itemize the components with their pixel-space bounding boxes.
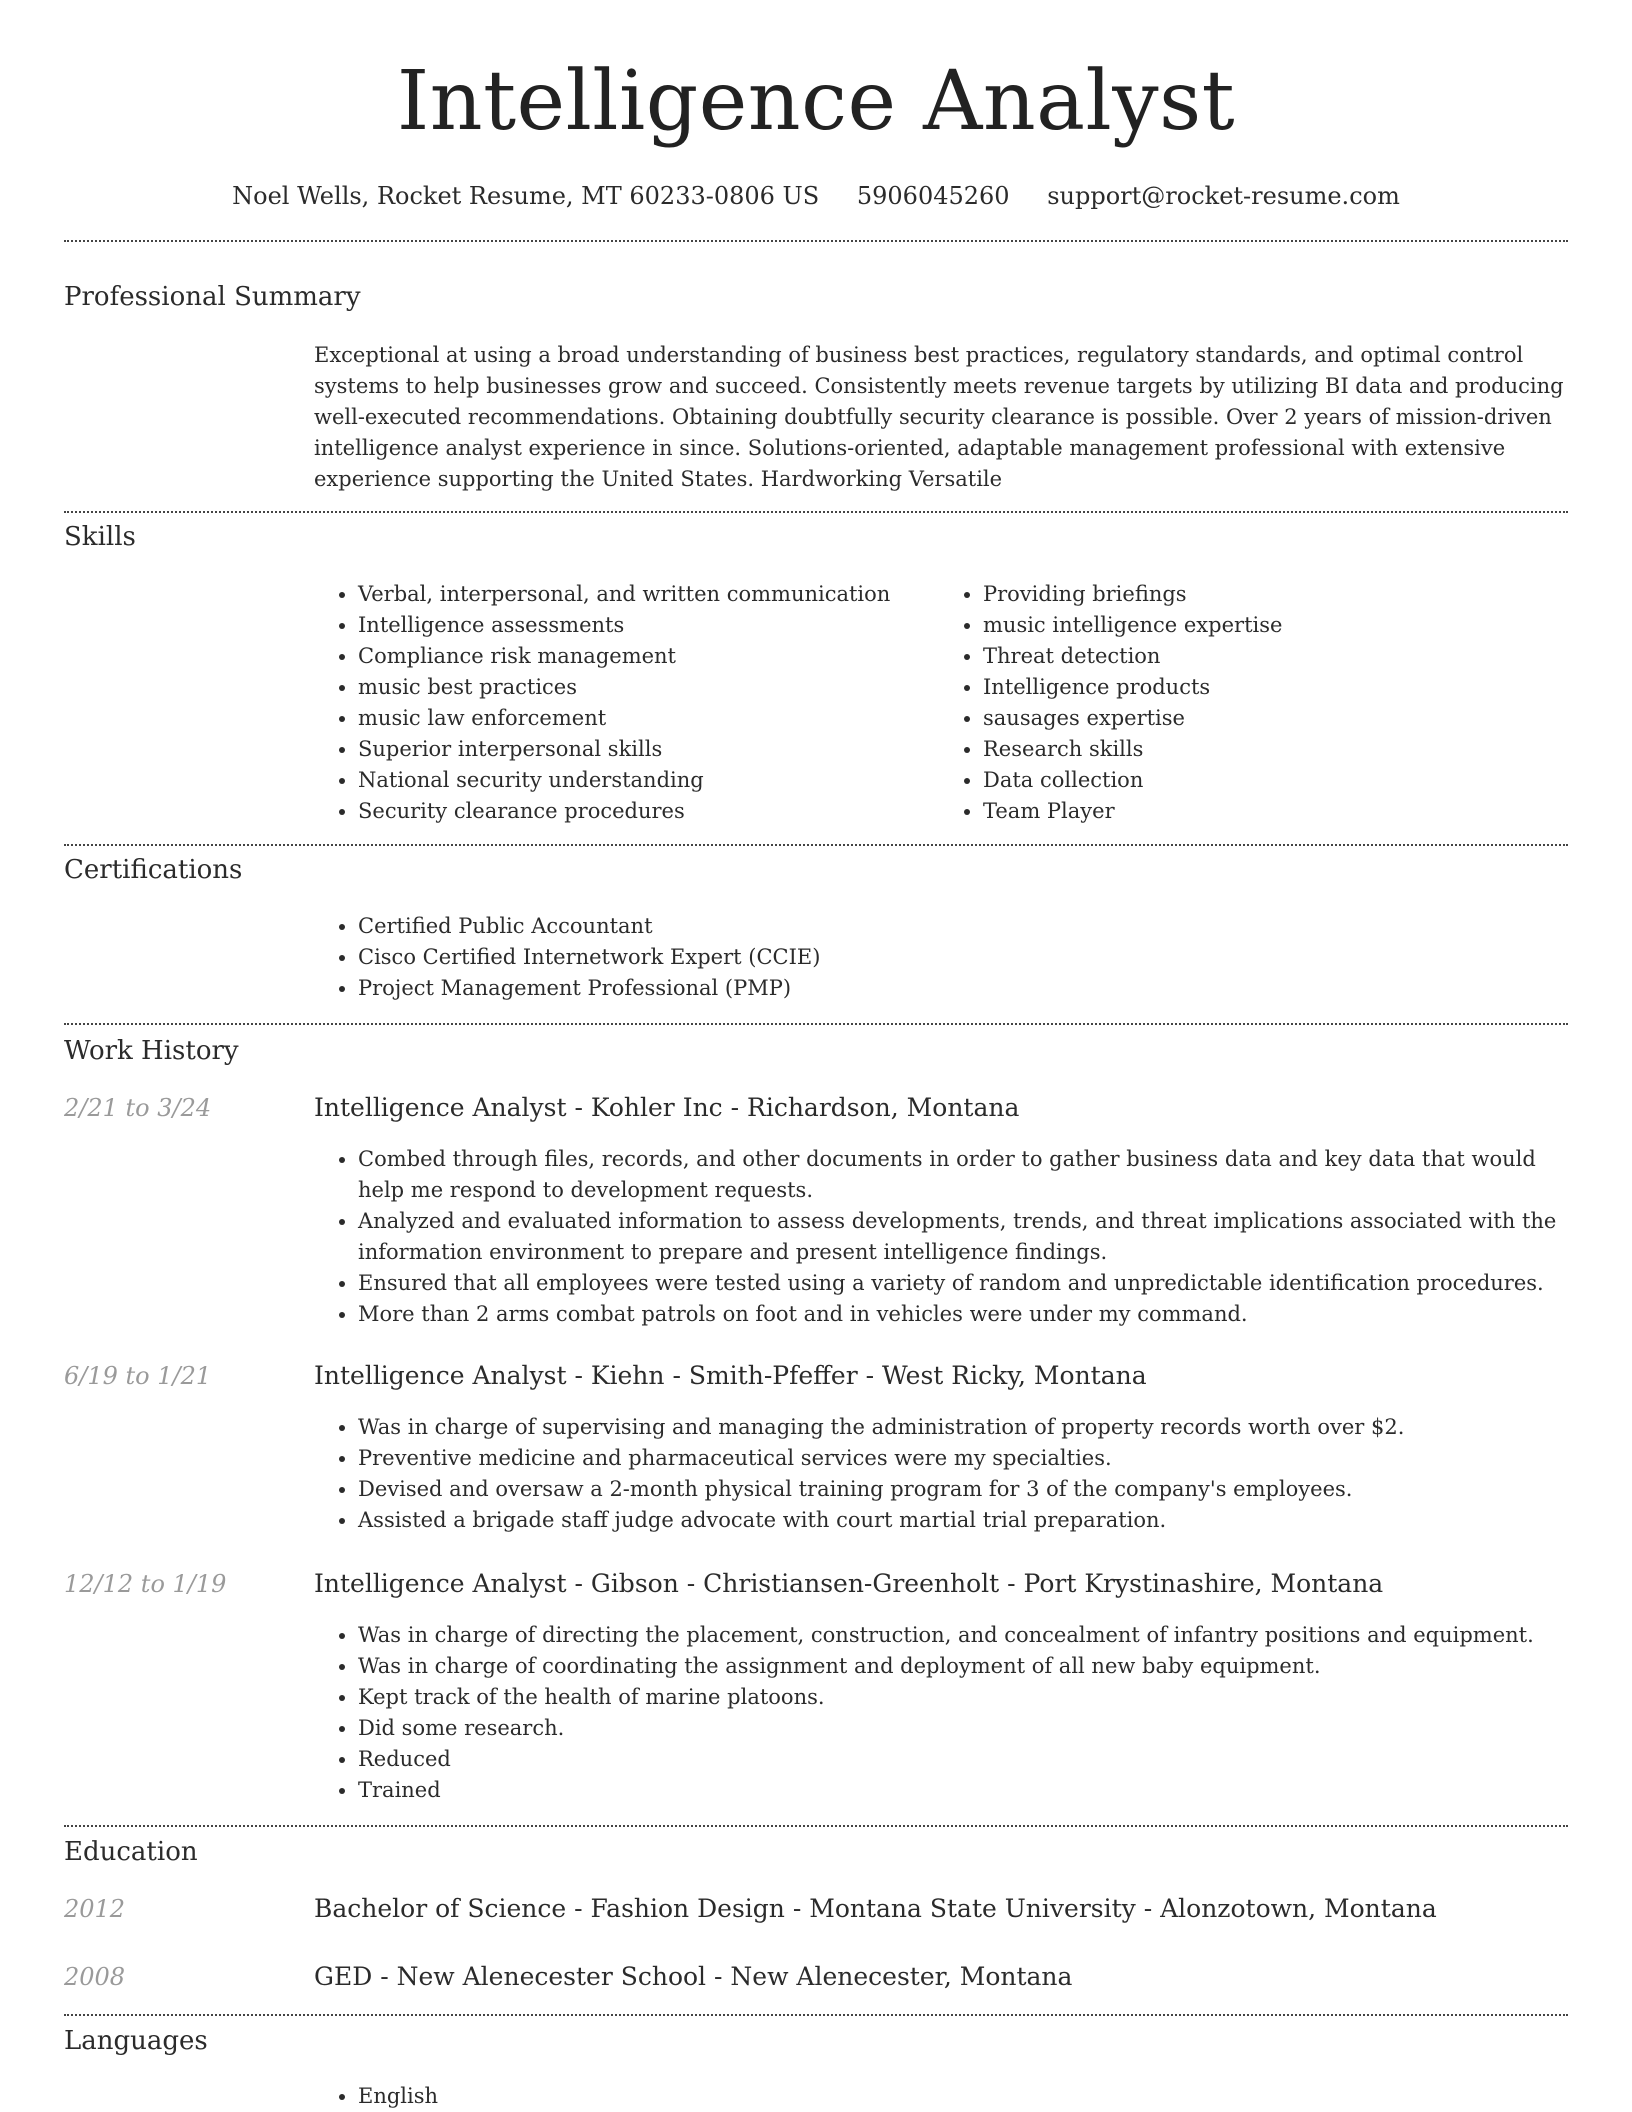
job-bullet: • Was in charge of directing the placement, construction, and concealment of infantry positions and equipment. — [358, 1620, 1564, 1651]
skills-column-left — [314, 579, 939, 827]
education-year: 2008 — [64, 1963, 126, 1991]
section-divider — [64, 240, 1568, 242]
job-bullets — [314, 1620, 1564, 1806]
skill-item: • Team Player — [983, 796, 1564, 827]
job-bullet: • Kept track of the health of marine platoons. — [358, 1682, 1564, 1713]
job-bullet: • Combed through files, records, and other documents in order to gather business data and key data that would help me respond to development requests. — [358, 1144, 1564, 1206]
job-bullet: • Trained — [358, 1775, 1564, 1806]
skill-item: • Security clearance procedures — [358, 796, 939, 827]
job-title: Intelligence Analyst - Gibson - Christiansen-Greenholt - Port Krystinashire, Montana — [314, 1569, 1384, 1598]
skill-item: • Providing briefings — [983, 579, 1564, 610]
skill-item: • Research skills — [983, 734, 1564, 765]
job-dates: 12/12 to 1/19 — [64, 1570, 227, 1598]
contact-line — [0, 182, 1632, 210]
job-bullet: • Was in charge of coordinating the assignment and deployment of all new baby equipment. — [358, 1651, 1564, 1682]
contact-address: Noel Wells, Rocket Resume, MT 60233-0806 US — [232, 182, 820, 210]
job-bullet: • More than 2 arms combat patrols on foot and in vehicles were under my command. — [358, 1299, 1564, 1330]
skill-item: • Intelligence assessments — [358, 610, 939, 641]
skill-item: • Compliance risk management — [358, 641, 939, 672]
contact-email: support@rocket-resume.com — [1047, 182, 1400, 210]
job-bullet: • Was in charge of supervising and managing the administration of property records worth over $2. — [358, 1412, 1564, 1443]
certification-item: • Certified Public Accountant — [358, 911, 1564, 942]
job-bullets — [314, 1144, 1564, 1330]
education-year: 2012 — [64, 1895, 126, 1923]
section-divider — [64, 2014, 1568, 2016]
section-title-skills: Skills — [64, 522, 136, 552]
job-bullet: • Analyzed and evaluated information to assess developments, trends, and threat implications associated with the information environment to prepare and present intelligence findings. — [358, 1206, 1564, 1268]
job-title: Intelligence Analyst - Kohler Inc - Richardson, Montana — [314, 1093, 1020, 1122]
skill-item: • Intelligence products — [983, 672, 1564, 703]
job-bullet: • Did some research. — [358, 1713, 1564, 1744]
skills-list — [314, 579, 1564, 827]
section-divider — [64, 1023, 1568, 1025]
section-title-languages: Languages — [64, 2026, 208, 2056]
languages-list — [314, 2081, 1564, 2112]
resume-name: Intelligence Analyst — [396, 54, 1236, 149]
job-bullet: • Devised and oversaw a 2-month physical training program for 3 of the company's employees. — [358, 1474, 1564, 1505]
language-item: • English — [358, 2081, 1564, 2112]
skills-column-right — [939, 579, 1564, 827]
skill-item: • Verbal, interpersonal, and written communication — [358, 579, 939, 610]
section-title-certifications: Certifications — [64, 855, 243, 885]
job-bullet: • Assisted a brigade staff judge advocate with court martial trial preparation. — [358, 1505, 1564, 1536]
job-dates: 6/19 to 1/21 — [64, 1362, 212, 1390]
certification-item: • Project Management Professional (PMP) — [358, 973, 1564, 1004]
skill-item: • sausages expertise — [983, 703, 1564, 734]
job-dates: 2/21 to 3/24 — [64, 1094, 212, 1122]
skill-item: • Superior interpersonal skills — [358, 734, 939, 765]
section-divider — [64, 844, 1568, 846]
job-bullet: • Ensured that all employees were tested using a variety of random and unpredictable identification procedures. — [358, 1268, 1564, 1299]
job-bullets — [314, 1412, 1564, 1536]
section-title-work-history: Work History — [64, 1036, 239, 1066]
summary-text: Exceptional at using a broad understanding of business best practices, regulatory standards, and optimal control systems to help businesses grow and succeed. Consistently meets revenue targets by utilizing BI data and producing well-executed recommendations. Obtaining doubtfully security clearance is possible. Over 2 years of mission-driven intelligence analyst experience in since. Solutions-oriented, adaptable management professional with extensive experience supporting the United States. Hardworking Versatile — [314, 343, 1564, 491]
job-bullet: • Preventive medicine and pharmaceutical services were my specialties. — [358, 1443, 1564, 1474]
section-divider — [64, 511, 1568, 513]
education-title: Bachelor of Science - Fashion Design - Montana State University - Alonzotown, Montana — [314, 1894, 1437, 1923]
skill-item: • National security understanding — [358, 765, 939, 796]
section-title-education: Education — [64, 1837, 198, 1867]
skill-item: • music law enforcement — [358, 703, 939, 734]
education-title: GED - New Alenecester School - New Alenecester, Montana — [314, 1962, 1073, 1991]
job-title: Intelligence Analyst - Kiehn - Smith-Pfeffer - West Ricky, Montana — [314, 1361, 1147, 1390]
skill-item: • Data collection — [983, 765, 1564, 796]
skill-item: • music intelligence expertise — [983, 610, 1564, 641]
contact-phone: 5906045260 — [856, 182, 1010, 210]
job-bullet: • Reduced — [358, 1744, 1564, 1775]
section-title-summary: Professional Summary — [64, 282, 361, 312]
skill-item: • music best practices — [358, 672, 939, 703]
skill-item: • Threat detection — [983, 641, 1564, 672]
certifications-list — [314, 911, 1564, 1004]
section-divider — [64, 1825, 1568, 1827]
certification-item: • Cisco Certified Internetwork Expert (CCIE) — [358, 942, 1564, 973]
